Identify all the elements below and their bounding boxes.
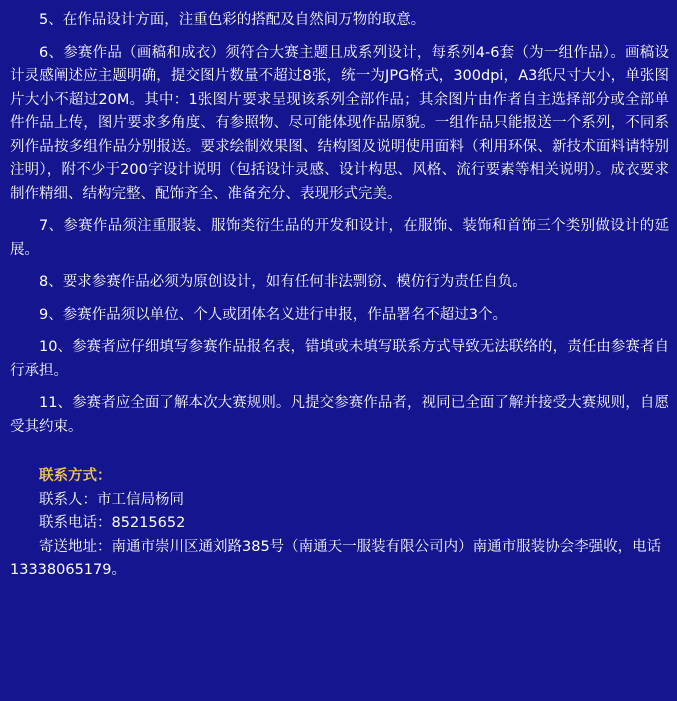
- rule-7: 7、参赛作品须注重服装、服饰类衍生品的开发和设计，在服饰、装饰和首饰三个类别做设计的延展。: [10, 218, 669, 258]
- contact-address: 寄送地址：南通市崇川区通刘路385号（南通天一服装有限公司内）南通市服装协会李强收，电话13338065179。: [10, 538, 662, 578]
- rule-5: 5、在作品设计方面，注重色彩的搭配及自然间万物的取意。: [39, 12, 426, 28]
- rule-10: 10、参赛者应仔细填写参赛作品报名表，错填或未填写联系方式导致无法联络的，责任由参赛者自行承担。: [10, 339, 669, 379]
- contact-phone: 联系电话：85215652: [39, 515, 186, 531]
- contact-person: 联系人：市工信局杨同: [39, 491, 184, 508]
- rule-6: 6、参赛作品（画稿和成衣）须符合大赛主题且成系列设计，每系列4-6套（为一组作品）。画稿设计灵感阐述应主题明确，提交图片数量不超过8张，统一为JPG格式，300dpi，A3纸尺寸大小，单张图片大小不超过20M。其中：1张图片要求呈现该系列全部作品；其余图片由作者自主选择部分或全部单件作品上传，图片要求多角度、有参照物、尽可能体现作品原貌。一组作品只能报送一个系列，不同系列作品按多组作品分别报送。要求绘制效果图、结构图及说明使用面料（利用环保、新技术面料请特别注明），附不少于200字设计说明（包括设计灵感、设计构思、风格、流行要素等相关说明）。成衣要求制作精细、结构完整、配饰齐全、准备充分、表现形式完美。: [10, 44, 669, 202]
- rule-11: 11、参赛者应全面了解本次大赛规则。凡提交参赛作品者，视同已全面了解并接受大赛规则，自愿受其约束。: [10, 395, 669, 435]
- contact-heading: 联系方式：: [39, 468, 112, 484]
- rule-9: 9、参赛作品须以单位、个人或团体名义进行申报，作品署名不超过3个。: [39, 306, 507, 323]
- contact-section: [10, 465, 669, 583]
- rule-8: 8、要求参赛作品必须为原创设计，如有任何非法剽窃、模仿行为责任自负。: [39, 274, 527, 290]
